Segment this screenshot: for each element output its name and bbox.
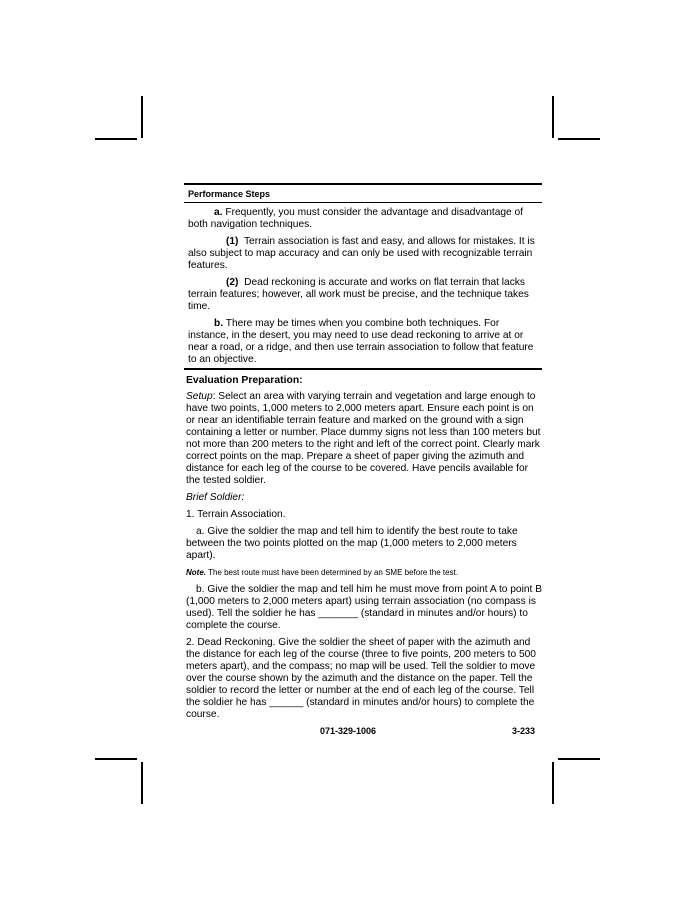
step-b (188, 318, 542, 366)
brief-soldier-label: Brief Soldier: (186, 492, 245, 503)
crop-mark-bottom-left-horizontal (95, 758, 137, 760)
note-text: The best route must have been determined by an SME before the test. (206, 568, 458, 577)
step-b-text: There may be times when you combine both techniques. For instance, in the desert, you may need to use dead reckoning to arrive at or near a road, or a ridge, and then use terrain association to follow that feature to an objective. (188, 318, 534, 365)
note-label: Note. (186, 568, 206, 577)
crop-mark-bottom-right-vertical (552, 762, 554, 804)
setup-label: Setup (186, 391, 213, 402)
footer-task-number: 071-329-1006 (320, 726, 377, 736)
crop-mark-bottom-right-horizontal (558, 758, 600, 760)
crop-mark-top-right-vertical (552, 96, 554, 138)
setup-text: : Select an area with varying terrain and vegetation and large enough to have two points, 1,000 meters to 2,000 meters apart. Ensure each point is on or near an identifiable terrain feature and marked on the ground with a sign containing a letter or number. Place dummy signs not less than 100 meters but not more than 200 meters to the right and left of the correct point. Clearly mark correct points on the map. Prepare a sheet of paper giving the azimuth and distance for each leg of the course to be covered. Have pencils available for the tested soldier. (186, 391, 541, 486)
page-content (184, 183, 542, 726)
step-a1-label: (1) (226, 236, 239, 247)
crop-mark-bottom-left-vertical (141, 762, 143, 804)
step-a1 (188, 236, 542, 272)
item-2-dead-reckoning: 2. Dead Reckoning. Give the soldier the sheet of paper with the azimuth and the distance for each leg of the course (three to five points, 200 meters to 500 meters apart), and the compass; no map will be used. Tell the soldier to move over the course shown by the azimuth and the distance on the paper. Tell the soldier to record the letter or number at the end of each leg of the course. Tell the soldier he has ______ (standard in minutes and/or hours) to complete the course. (186, 637, 536, 720)
step-a-text: Frequently, you must consider the advantage and disadvantage of both navigation techniques. (188, 207, 524, 230)
step-a-label: a. (214, 207, 223, 218)
setup-paragraph (186, 391, 542, 487)
crop-mark-top-left-vertical (141, 96, 143, 138)
step-a1-text: Terrain association is fast and easy, and allows for mistakes. It is also subject to map accuracy and can only be used with recognizable terrain features. (188, 236, 535, 271)
section-rule (184, 368, 542, 370)
crop-mark-top-left-horizontal (95, 138, 137, 140)
step-a2-label: (2) (226, 277, 239, 288)
evaluation-heading: Evaluation Preparation: (186, 375, 303, 386)
item-1b: b. Give the soldier the map and tell him he must move from point A to point B (1,000 meters to 2,000 meters apart) using terrain association (no compass is used). Tell the soldier he has _______ (standard in minutes and/or hours) to complete the course. (186, 584, 542, 631)
performance-steps-heading: Performance Steps (188, 189, 271, 199)
evaluation-preparation (184, 375, 542, 721)
note (186, 567, 542, 578)
item-1a: a. Give the soldier the map and tell him to identify the best route to take between the two points plotted on the map (1,000 meters to 2,000 meters apart). (186, 526, 518, 561)
item-1-terrain-association: 1. Terrain Association. (186, 509, 286, 520)
step-a2 (188, 277, 542, 313)
step-a (188, 207, 542, 231)
crop-mark-top-right-horizontal (558, 138, 600, 140)
step-b-label: b. (214, 318, 224, 329)
performance-steps-body (184, 203, 542, 366)
footer-page-number: 3-233 (512, 726, 536, 736)
step-a2-text: Dead reckoning is accurate and works on flat terrain that lacks terrain features; however, all work must be precise, and the technique takes time. (188, 277, 529, 312)
